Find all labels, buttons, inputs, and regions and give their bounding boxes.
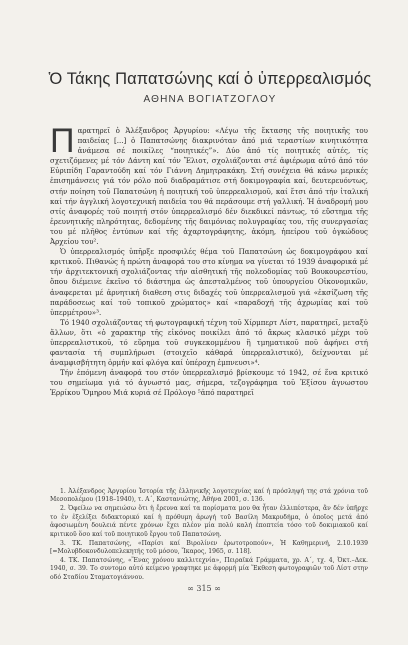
article-body (50, 122, 368, 399)
footnote: 4. ΤΚ. Παπατσώνης, «Ἕνας χρόνου καλλιτεχνία», Πειραϊκά Γράμματα, χρ. Α΄, τχ. 4, Ὀκτ.–Δεκ. 1940, σ. 39. Το συντομο αὐτό κείμενο γραφτηκε με ἀφορμή μία Ἔκθεση φωτογραφιῶν τοῦ Λίστ στην οδό Σταδίου Σταματογιάννου. (50, 557, 368, 581)
footnote: 2. Ὀφείλω να σημειώσω ὅτι ἡ ἔρευνα καί τα πορίσματα μου θα ἦταν ἐλλιπέστερα, ἂν δέν ὑπῆρχε το ἐν ἐξελίξει διδακτορικό καί ἡ πρόθυμη ἀρωγή τοῦ Βασίλη Μακρυδήμα, ὁ ὁποῖος μετά ἀπό ἀφοσιωμένη δουλειά πέντε χρόνων ἔχει πλέον μία πολύ καλή ἐποπτεία τόσο τοῦ δοκιμιακοῦ καί κριτικοῦ ὅσο καί τοῦ ποιητικοῦ ἔργου τοῦ Παπατσώνη. (50, 505, 368, 538)
body-paragraph: Τό 1940 σχολιάζοντας τή φωτογραφική τέχνη τοῦ Χίρμπερτ Λίστ, παρατηρεῖ, μεταξύ ἄλλων, ὅτι «ὁ χαρακτηρ τῆς εἰκόνος ποικίλει ἀπό τό ἄκρως κλασικό μέχρι τοῦ ὑπερρεαλιστικοῦ, τό εὕρημα τοῦ συγκεκομμένου ἢ τμηματικοῦ ποῦ ἀφήνει στή φαντασία τή συμπλήρωσι (στοιχεῖο κάθαρά ὑπερρεαλιστικό), δείχνονται μέ ἀναμφισβήτητη ὁρμήν καί φλόγα καί ὑπέροχη ἐμπνευσι»⁴. (50, 317, 368, 368)
footnote: 1. Ἀλέξανδρος Ἀργυρίου Ἱστορία τῆς ἑλληνικῆς λογοτεχνίας καί ἡ πρόσληψή της στά χρόνια τοῦ Μεσοπολέμου (1918–1940), τ. Α΄, Καστανιώτης, Ἀθήνα 2001, σ. 136. (50, 488, 368, 504)
drop-cap: Π (50, 122, 75, 160)
article-author: ΑΘΗΝΑ ΒΟΓΙΑΤΖΟΓΛΟΥ (143, 94, 277, 105)
page-number: ∞ 315 ∞ (187, 584, 221, 593)
body-paragraph (50, 122, 368, 247)
article-title: Ὁ Τάκης Παπατσώνης καί ὁ ὑπερρεαλισμός (48, 70, 372, 88)
footnotes (50, 488, 368, 583)
footnote: 3. ΤΚ. Παπατσώνης, «Παρίσι καί Βιρολίνεν ἐρωτοτροπούν», Ἡ Καθημερινή, 2.10.1939 [=Μολυβδοκονδυλοπελεκητής τοῦ μόσου, Ἴκαρος, 1965, σ. 118]. (50, 539, 368, 556)
body-paragraph: Ὁ ὑπερρεαλισμός ὑπῆρξε προσφιλές θέμα τοῦ Παπατσώνη ὡς δοκιμογράφου καί κριτικοῦ. Πιθανώς ἡ πρώτη ἀναφορά του στο κίνημα να γίνεται τό 1939 ἀναφορικά μέ τήν ἀρχιτεκτονική σχολιάζοντας τήν αἰσθητική τῆς πολεοδομίας τοῦ Βουκουρεστίου, ὅπου διέμεινε ἐκεῖνο τό διάστημα ὡς ἀπεσταλμένος τοῦ ὑπουργείου Οἰκονομικῶν, ἀναφερεται μέ ἀρνητική διαθεση στις διδαχές τοῦ ὑπερρεαλισμοῦ γιά «ἐκσίζωση τῆς παράδοσεως καί τοῦ τοπικοῦ χρώματος» καί «παραδοχή τῆς ἀχρωμίας καί τοῦ ὑπερμέτρου»³. (50, 247, 368, 317)
body-paragraph: Τήν ἑπόμενη ἀναφορά του στόν ὑπερρεαλισμό βρίσκουμε τό 1942, σέ ἕνα κριτικό του σημείωμα γιά τό ἀγνωστό μας, σήμερα, τεζογράφημα τοῦ Ἐξίσου ἀγνωστου Ἐρρίκου Ὅμηρου Μιά κυριά σέ Πρόλογο ⁵ἀπό παρατηρεῖ (50, 368, 368, 398)
paragraph-text: αρατηρεῖ ὁ Ἀλέξανδρος Ἀργυρίου: «Λέγω τῆς ἔκτασης τῆς ποιητικῆς του παιδείας [...] ὁ Παπατσώνης διακρινόταν ἀπό μιά τεραστίων κινητικότητα ἀνάμεσα σέ ποικίλες “ποιητικές”». Δύο ἀπό τίς ποιητικές αὐτές, τίς σχετιζόμενες μέ τόν Δάντη καί τόν Ἔλιοτ, σχολιάζονται στέ ἀφιέρωμα αὐτό ἀπό τόν Εὐριπίδη Γαραντούδη καί τόν Γιάννη Δημητρακάκη. Στή συνέχεια θά κάνω μερικές ἐπισημάνσεις γιά τόν ρόλο ποῦ διαδραμάτισε στή δοκιμογραφία καί, δευτερευόντως, στήν ποίηση τοῦ Παπατσώνη ἡ ποιητική τοῦ ὑπερρεαλισμοῦ, καί ἔτσι ἀπό τήν ἰταλική καί τήν ἀγγλική λογοτεχνική παιδεία του θά περάσουμε στή γαλλική. Ἡ ἀναδρομή μου στίς ἀναφορές τοῦ ποιητή στόν ὑπερρεαλισμό δέν διεκδικεί πάντως, τό εὔστημα τῆς ἐρευνητικῆς πληρότητας, δεδομένης τῆς δαιμόνιας πολυγραφίας του, τῆς συνεργασίας του μέ πλῆθος ἐντύπων καί τῆς ἀχαρτογράφητης, ἀκόμη, ἠπείρου τοῦ ὀγκώδους Ἀρχείου του². (50, 126, 368, 247)
